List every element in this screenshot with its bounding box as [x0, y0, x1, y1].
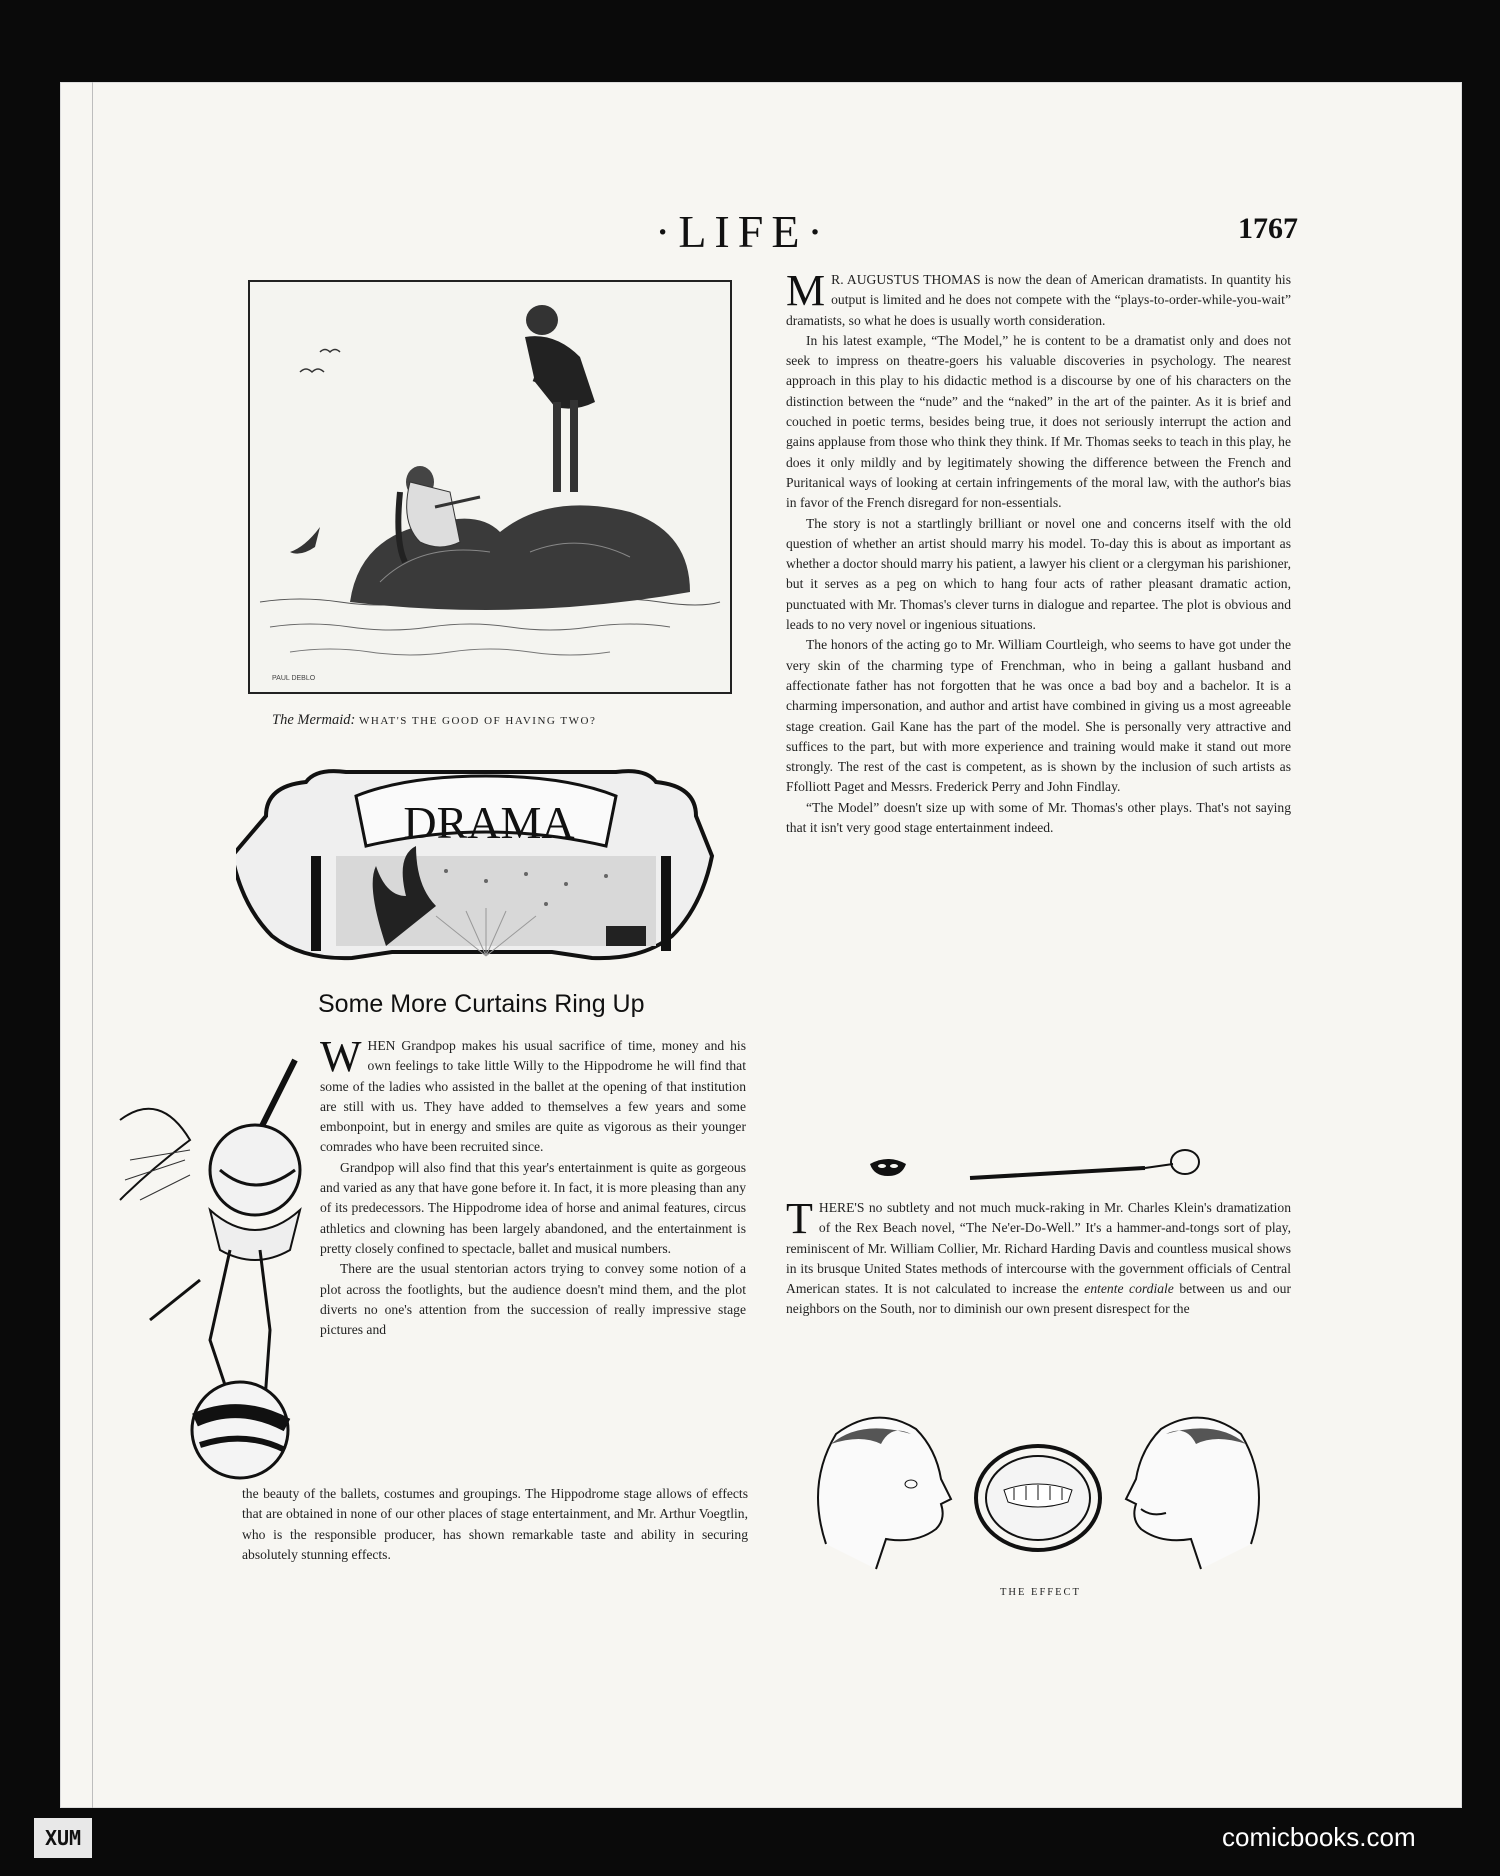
- mermaid-caption: [272, 712, 596, 729]
- ornament-divider: [868, 1148, 1208, 1188]
- mermaid-illustration: [248, 280, 732, 694]
- page-number: 1767: [1238, 212, 1298, 245]
- second-article-italic: entente cordiale: [1084, 1281, 1174, 1297]
- right-article-dropcap: M: [786, 266, 826, 315]
- left-article-dropcap: W: [320, 1032, 362, 1081]
- masthead: ·LIFE·: [655, 206, 831, 257]
- right-article-column: [786, 266, 1291, 838]
- clown-illustration: [100, 1040, 330, 1480]
- left-article-paragraph: Grandpop will also find that this year's entertainment is quite as gorgeous and varied as any that have gone before it. In fact, it is more pleasing than any of its predecessors. The Hippodrome idea of horse and animal features, circus athletics and clowning has been largely abandoned, and the entertainment is pretty closely confined to spectacle, ballet and musical numbers.: [320, 1159, 746, 1256]
- left-article-paragraph: There are the usual stentorian actors trying to convey some notion of a plot across the footlights, but the audience doesn't mind them, and the plot diverts no one's attention from the succession of really impressive stage pictures and: [320, 1261, 746, 1338]
- watermark: comicbooks.com: [1222, 1822, 1416, 1852]
- left-article-paragraph: HEN Grandpop makes his usual sacrifice of time, money and his own feelings to take little Willy to the Hippodrome he will find that some of the ladies who assisted in the ballet at the opening of that institution are still with us. They have added to themselves a few years and some embonpoint, but in energy and smiles are quite as vigorous as their younger comrades who have been recruited since.: [320, 1038, 746, 1155]
- mermaid-caption-text: WHAT'S THE GOOD OF HAVING TWO?: [359, 715, 597, 727]
- right-article-paragraph: The story is not a startlingly brilliant or novel one and concerns itself with the old question of whether an artist should marry his model. To-day this is about as important as whether a doctor should marry his patient, a lawyer his client or a clergyman his parishioner, but it serves as a peg on which to hang four acts of rather pleasant dramatic action, punctuated with Mr. Thomas's clever turns in dialogue and repartee. The plot is obvious and leads to no very novel or ingenious situations.: [786, 515, 1291, 633]
- mask-cane-lorgnette-ornament: [868, 1148, 1208, 1188]
- right-article-paragraph: “The Model” doesn't size up with some of Mr. Thomas's other plays. That's not saying that it isn't very good stage entertainment indeed.: [786, 799, 1291, 836]
- article-heading: Some More Curtains Ring Up: [318, 990, 645, 1018]
- second-article-paragraph: [786, 1194, 1291, 1320]
- the-effect-caption: THE EFFECT: [1000, 1587, 1081, 1598]
- faces-and-teeth-drawing: [786, 1404, 1291, 1580]
- second-article-column: [786, 1194, 1291, 1320]
- right-article-paragraph: The honors of the acting go to Mr. William Courtleigh, who seems to have got under the very skin of the charming type of Frenchman, who in being a gallant husband and affectionate father has not forgotten that he was once a bad boy and a bachelor. It is a charming impersonation, and author and artist have combined in giving us a most agreeable stage creation. Gail Kane has the part of the model. She is personally very attractive and suffices to the part, but with more experience and training would make it stand out more strongly. The rest of the cast is competent, as is shown by the inclusion of such artists as Ffolliott Paget and Messrs. Frederick Perry and John Findlay.: [786, 637, 1291, 795]
- left-article-paragraph: the beauty of the ballets, costumes and groupings. The Hippodrome stage allows of effects that are obtained in none of our other places of stage entertainment, and Mr. Arthur Voegtlin, who is the responsible producer, has shown remarkable taste and ability in securing absolutely stunning effects.: [242, 1486, 748, 1562]
- drama-banner-title: DRAMA: [403, 797, 575, 848]
- the-effect-illustration: [786, 1404, 1291, 1580]
- right-article-paragraph: R. AUGUSTUS THOMAS is now the dean of American dramatists. In quantity his output is limited and he does not compete with the “plays-to-order-while-you-wait” dramatists, so what he does is usually worth consideration.: [786, 272, 1291, 328]
- archive-tab: XUM: [34, 1818, 92, 1858]
- artist-signature: PAUL DEBLO: [272, 675, 316, 682]
- mermaid-drawing: [250, 282, 730, 692]
- left-article-continuation: [242, 1484, 748, 1565]
- left-article-column: [320, 1032, 746, 1340]
- drama-banner-art: [236, 756, 742, 968]
- drama-banner: [236, 756, 742, 968]
- clown-drawing: [100, 1040, 330, 1480]
- second-article-text: HERE'S no subtlety and not much muck-raking in Mr. Charles Klein's dramatization of the Rex Beach novel, “The Ne'er-Do-Well.” It's a hammer-and-tongs sort of play, reminiscent of Mr. William Collier, Mr. Richard Harding Davis and countless musical shows in its brusque United States methods of intercourse with the government officials of Central American states. It is not calculated to increase the: [786, 1200, 1291, 1297]
- gutter-line: [92, 82, 93, 1808]
- second-article-text-end: between us and our neighbors on the South, nor to diminish our own present disrespect for the: [786, 1281, 1291, 1317]
- right-article-paragraph: In his latest example, “The Model,” he is content to be a dramatist only and does not seek to impress on theatre-goers his valuable discoveries in psychology. The nearest approach in this play to his didactic method is a discourse by one of his characters on the distinction between the “nude” and the “naked” in the art of the painter. As it is brief and couched in poetic terms, besides being true, it does not seriously interrupt the action and gains applause from those who think they think. If Mr. Thomas seeks to teach in this play, he does it only mildly and by legitimately showing the difference between the French and Puritanical ways of looking at certain infringements of the moral law, with the author's bias in favor of the French disregard for non-essentials.: [786, 332, 1291, 511]
- second-article-dropcap: T: [786, 1194, 813, 1243]
- mermaid-caption-title: The Mermaid:: [272, 712, 356, 728]
